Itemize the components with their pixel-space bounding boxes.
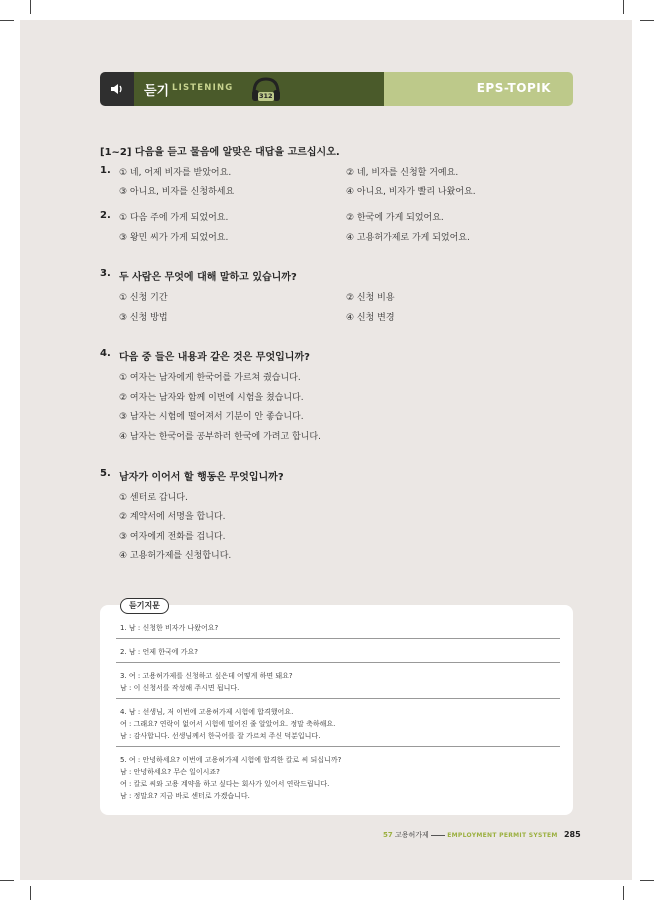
option[interactable]: ④ 아니요, 비자가 빨리 나왔어요.: [346, 187, 476, 197]
section-header: [100, 72, 573, 106]
option[interactable]: ④ 고용허가제를 신청합니다.: [119, 551, 232, 561]
listening-script-label: 듣기지문: [120, 598, 169, 614]
question-number: 5.: [100, 468, 111, 479]
option[interactable]: ③ 아니요, 비자를 신청하세요: [119, 187, 235, 197]
page-number: 285: [563, 830, 581, 839]
option[interactable]: ① 센터로 갑니다.: [119, 493, 188, 503]
crop-mark: [30, 886, 31, 900]
option[interactable]: ③ 신청 방법: [119, 313, 168, 323]
crop-mark: [623, 886, 624, 900]
script-line: 남 : 안녕하세요? 무슨 일이시죠?: [120, 768, 220, 776]
option[interactable]: ① 신청 기간: [119, 293, 168, 303]
option[interactable]: ② 계약서에 서명을 합니다.: [119, 512, 226, 522]
script-line: 1. 남 : 신청한 비자가 나왔어요?: [120, 624, 219, 632]
divider: [116, 746, 560, 747]
option[interactable]: ② 한국에 가게 되었어요.: [346, 213, 444, 223]
option[interactable]: ④ 남자는 한국어를 공부하러 한국에 가려고 합니다.: [119, 432, 321, 442]
option[interactable]: ④ 신청 변경: [346, 313, 395, 323]
section-subtitle: LISTENING: [172, 83, 234, 93]
option[interactable]: ② 신청 비용: [346, 293, 395, 303]
option[interactable]: ① 다음 주에 가게 되었어요.: [119, 213, 229, 223]
option[interactable]: ④ 고용허가제로 가게 되었어요.: [346, 233, 470, 243]
script-line: 5. 여 : 안녕하세요? 이번에 고용허가제 시험에 합격한 칼로 씨 되십니까?: [120, 756, 342, 764]
page-footer: [383, 830, 581, 840]
crop-mark: [640, 20, 654, 21]
question-number: 2.: [100, 210, 111, 221]
crop-mark: [0, 20, 14, 21]
divider: [116, 638, 560, 639]
script-line: 2. 남 : 언제 한국에 가요?: [120, 648, 198, 656]
speaker-icon[interactable]: [100, 72, 134, 106]
script-line: 4. 남 : 선생님, 저 이번에 고용허가제 시험에 합격했어요.: [120, 708, 294, 716]
crop-mark: [30, 0, 31, 14]
question-number: 4.: [100, 348, 111, 359]
brand-label: EPS-TOPIK: [476, 81, 551, 95]
divider: [116, 662, 560, 663]
track-number: 312: [259, 92, 273, 100]
script-line: 남 : 정말요? 지금 바로 센터로 가겠습니다.: [120, 792, 250, 800]
script-line: 남 : 감사합니다. 선생님께서 한국어를 잘 가르쳐 주신 덕분입니다.: [120, 732, 321, 740]
divider: [116, 698, 560, 699]
option[interactable]: ① 여자는 남자에게 한국어를 가르쳐 줬습니다.: [119, 373, 301, 383]
option[interactable]: ③ 남자는 시험에 떨어져서 기분이 안 좋습니다.: [119, 412, 304, 422]
script-line: 여 : 칼로 씨와 고용 계약을 하고 싶다는 회사가 있어서 연락드립니다.: [120, 780, 330, 788]
option[interactable]: ① 네, 어제 비자를 받았어요.: [119, 168, 232, 178]
crop-mark: [640, 880, 654, 881]
question-text: 다음 중 들은 내용과 같은 것은 무엇입니까?: [119, 352, 310, 363]
script-line: 3. 여 : 고용허가제를 신청하고 싶은데 어떻게 하면 돼요?: [120, 672, 293, 680]
script-line: 남 : 이 신청서를 작성해 주시면 됩니다.: [120, 684, 240, 692]
crop-mark: [0, 880, 14, 881]
option[interactable]: ③ 왕민 씨가 가게 되었어요.: [119, 233, 229, 243]
system-label: EMPLOYMENT PERMIT SYSTEM: [447, 832, 558, 839]
crop-mark: [623, 0, 624, 14]
question-text: 남자가 이어서 할 행동은 무엇입니까?: [119, 472, 284, 483]
question-text: 두 사람은 무엇에 대해 말하고 있습니까?: [119, 272, 297, 283]
headphones-icon[interactable]: [250, 75, 282, 103]
option[interactable]: ③ 여자에게 전화를 겁니다.: [119, 532, 226, 542]
script-line: 여 : 그래요? 연락이 없어서 시험에 떨어진 줄 알았어요. 정말 축하해요.: [120, 720, 336, 728]
chapter-title: 고용허가제: [394, 831, 429, 839]
instruction: [1~2] 다음을 듣고 물음에 알맞은 대답을 고르십시오.: [100, 147, 340, 158]
question-number: 3.: [100, 268, 111, 279]
chapter-number: 57: [383, 831, 393, 839]
footer-rule: [431, 835, 445, 836]
question-number: 1.: [100, 165, 111, 176]
option[interactable]: ② 여자는 남자와 함께 이번에 시험을 쳤습니다.: [119, 393, 304, 403]
section-title: 듣기: [144, 84, 170, 99]
option[interactable]: ② 네, 비자를 신청할 거예요.: [346, 168, 459, 178]
